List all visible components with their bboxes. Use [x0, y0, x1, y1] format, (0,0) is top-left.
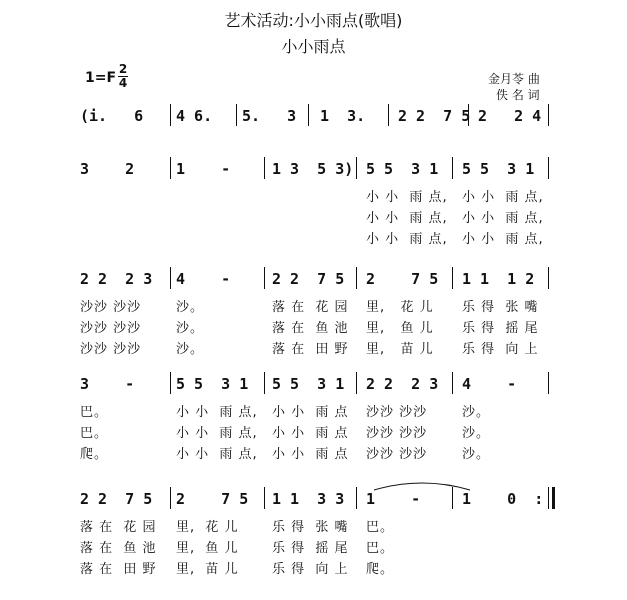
barline — [452, 157, 453, 179]
barline — [236, 104, 237, 126]
lyric-text: 里, 花 儿 — [366, 300, 434, 315]
lyric-text: 小 小 雨 点, — [366, 211, 448, 226]
measure-notes: 2 2 7 5 — [272, 270, 345, 288]
time-signature — [118, 63, 128, 90]
barline — [170, 372, 171, 394]
time-numerator: 2 — [118, 62, 128, 76]
measure-notes: 2 2 2 3 — [80, 270, 153, 288]
barline — [548, 157, 549, 179]
lyric-text: 沙。 — [176, 300, 205, 315]
measure-notes: 2 2 7 5 — [80, 490, 153, 508]
lyric-text: 小 小 雨 点, — [176, 447, 258, 462]
lyric-text: 沙。 — [176, 342, 205, 357]
page-title: 艺术活动:小小雨点(歌唱) — [224, 11, 403, 30]
lyric-text: 小 小 雨 点 — [272, 405, 349, 420]
measure-notes: 5 5 3 1 — [176, 375, 249, 393]
lyric-text: 乐 得 向 上 — [462, 342, 539, 357]
barline — [170, 267, 171, 289]
lyric-text: 小 小 雨 点, — [462, 190, 544, 205]
lyric-text: 落 在 鱼 池 — [80, 541, 157, 556]
measure-notes: 5 5 3 1 — [366, 160, 439, 178]
lyric-text: 巴。 — [366, 520, 395, 535]
measure-notes: 1 3. — [320, 107, 366, 125]
lyric-text: 爬。 — [366, 562, 395, 577]
measure-notes: 1 1 1 2 — [462, 270, 535, 288]
barline — [548, 372, 549, 394]
lyric-text: 里, 花 儿 — [176, 520, 239, 535]
barline — [356, 487, 357, 509]
barline — [264, 372, 265, 394]
lyric-text: 落 在 鱼 池 — [272, 321, 349, 336]
measure-notes: 5. 3 — [242, 107, 297, 125]
lyric-text: 小 小 雨 点, — [366, 232, 448, 247]
lyric-text: 小 小 雨 点, — [462, 232, 544, 247]
composer-credit: 金月苓 曲 — [488, 72, 540, 86]
measure-notes: 4 - — [462, 375, 517, 393]
measure-notes: (i. 6 — [80, 107, 144, 125]
measure-notes: 1 3 5 3) — [272, 160, 354, 178]
lyric-text: 沙。 — [462, 426, 491, 441]
barline — [356, 157, 357, 179]
lyric-text: 沙。 — [462, 447, 491, 462]
measure-notes: 3 2 — [80, 160, 135, 178]
lyric-text: 爬。 — [80, 447, 109, 462]
barline — [264, 487, 265, 509]
lyric-text: 巴。 — [80, 405, 109, 420]
barline — [356, 267, 357, 289]
barline — [356, 372, 357, 394]
barline — [548, 487, 549, 509]
lyric-text: 沙沙 沙沙 — [366, 447, 428, 462]
barline — [548, 104, 549, 126]
measure-notes: 3 - — [80, 375, 135, 393]
lyric-text: 小 小 雨 点 — [272, 447, 349, 462]
barline — [264, 157, 265, 179]
measure-notes: 5 5 3 1 — [272, 375, 345, 393]
lyric-text: 落 在 花 园 — [272, 300, 349, 315]
lyric-text: 乐 得 张 嘴 — [272, 520, 349, 535]
measure-notes: 1 - — [176, 160, 231, 178]
measure-notes: 4 - — [176, 270, 231, 288]
lyric-text: 里, 鱼 儿 — [176, 541, 239, 556]
lyric-text: 落 在 花 园 — [80, 520, 157, 535]
lyric-text: 乐 得 摇 尾 — [272, 541, 349, 556]
lyric-text: 沙沙 沙沙 — [80, 342, 142, 357]
barline — [308, 104, 309, 126]
lyric-text: 沙。 — [462, 405, 491, 420]
barline — [170, 157, 171, 179]
lyric-text: 里, 鱼 儿 — [366, 321, 434, 336]
barline — [548, 267, 549, 289]
lyric-text: 小 小 雨 点, — [462, 211, 544, 226]
measure-notes: 4 6. — [176, 107, 213, 125]
lyricist-credit: 佚 名 词 — [496, 88, 540, 102]
measure-notes: 2 7 5 — [176, 490, 249, 508]
measure-notes: 1 1 3 3 — [272, 490, 345, 508]
measure-notes: 5 5 3 1 — [462, 160, 535, 178]
barline — [170, 104, 171, 126]
measure-notes: 2 2 4 — [478, 107, 542, 125]
measure-notes: 2 7 5 — [366, 270, 439, 288]
barline — [388, 104, 389, 126]
lyric-text: 沙沙 沙沙 — [366, 426, 428, 441]
lyric-text: 沙沙 沙沙 — [80, 300, 142, 315]
barline — [264, 267, 265, 289]
lyric-text: 乐 得 向 上 — [272, 562, 349, 577]
lyric-text: 沙。 — [176, 321, 205, 336]
lyric-text: 巴。 — [366, 541, 395, 556]
lyric-text: 落 在 田 野 — [80, 562, 157, 577]
measure-notes: 1 - — [366, 490, 421, 508]
lyric-text: 小 小 雨 点, — [366, 190, 448, 205]
lyric-text: 沙沙 沙沙 — [366, 405, 428, 420]
lyric-text: 沙沙 沙沙 — [80, 321, 142, 336]
lyric-text: 小 小 雨 点, — [176, 405, 258, 420]
barline — [452, 267, 453, 289]
key-signature: 1=F — [85, 70, 117, 86]
lyric-text: 里, 苗 儿 — [366, 342, 434, 357]
measure-notes: 1 0 : — [462, 490, 544, 508]
final-double-barline — [552, 487, 555, 509]
lyric-text: 乐 得 张 嘴 — [462, 300, 539, 315]
barline — [170, 487, 171, 509]
lyric-text: 小 小 雨 点 — [272, 426, 349, 441]
lyric-text: 乐 得 摇 尾 — [462, 321, 539, 336]
lyric-text: 落 在 田 野 — [272, 342, 349, 357]
slur-mark — [372, 480, 472, 492]
lyric-text: 小 小 雨 点, — [176, 426, 258, 441]
time-denominator: 4 — [118, 76, 128, 90]
lyric-text: 里, 苗 儿 — [176, 562, 239, 577]
measure-notes: 2 2 7 5 — [398, 107, 471, 125]
lyric-text: 巴。 — [80, 426, 109, 441]
song-title: 小小雨点 — [281, 37, 346, 56]
measure-notes: 2 2 2 3 — [366, 375, 439, 393]
barline — [452, 372, 453, 394]
